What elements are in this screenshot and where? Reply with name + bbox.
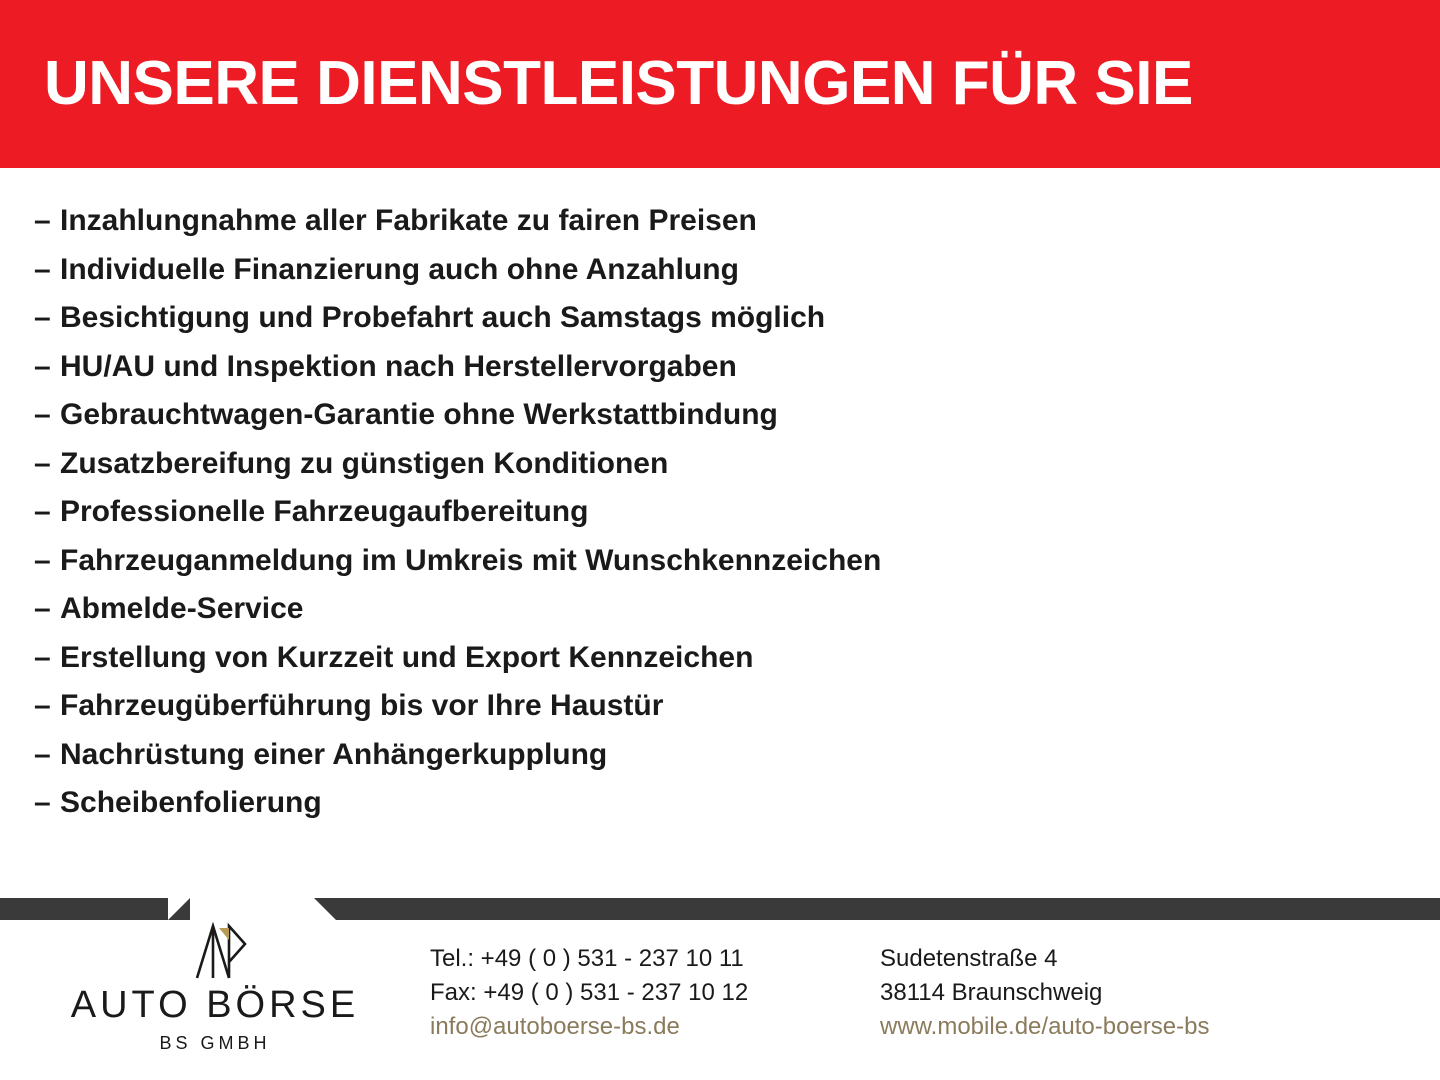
footer-content [0,920,1440,1080]
list-item [34,737,1440,771]
company-legal-form: BS GMBH [159,1033,271,1053]
service-label: Fahrzeugüberführung bis vor Ihre Haustür [60,689,664,722]
header-banner [0,0,1440,168]
bullet-dash: – [34,495,51,528]
company-logo [0,920,430,1052]
service-label: Erstellung von Kurzzeit und Export Kennzeichen [60,640,754,674]
divider-notch-right [314,898,336,920]
website-link[interactable]: www.mobile.de/auto-boerse-bs [880,1013,1210,1041]
service-label: Nachrüstung einer Anhängerkupplung [60,737,608,771]
service-label: Zusatzbereifung zu günstigen Konditionen [60,446,669,480]
divider-notch-gap [190,898,314,920]
service-label: Inzahlungnahme aller Fabrikate zu fairen Preisen [60,204,757,237]
phone-number: Tel.: +49 ( 0 ) 531 - 237 10 11 [430,945,744,972]
bullet-dash: – [34,592,51,625]
bullet-dash: – [34,349,51,383]
service-label: Abmelde-Service [60,592,304,625]
list-item [34,303,1440,333]
divider-notch-left [168,898,190,920]
list-item [34,691,1440,721]
bullet-dash: – [34,398,51,431]
bullet-dash: – [34,786,51,819]
email-address[interactable]: info@autoboerse-bs.de [430,1013,680,1041]
bullet-dash: – [34,204,51,237]
list-item [34,640,1440,674]
bullet-dash: – [34,689,51,722]
city-address: 38114 Braunschweig [880,979,1103,1007]
list-item [34,788,1440,818]
bullet-dash: – [34,301,51,334]
list-item [34,594,1440,624]
bullet-dash: – [34,737,51,771]
list-item [34,543,1440,577]
bullet-dash: – [34,640,51,674]
list-item [34,349,1440,383]
fax-number: Fax: +49 ( 0 ) 531 - 237 10 12 [430,979,749,1007]
service-label: Scheibenfolierung [60,786,322,819]
service-label: Fahrzeuganmeldung im Umkreis mit Wunschkennzeichen [60,543,882,577]
street-address: Sudetenstraße 4 [880,945,1058,972]
list-item [34,252,1440,286]
service-label: Besichtigung und Probefahrt auch Samstags möglich [60,301,826,334]
footer [0,898,1440,1080]
list-item [34,400,1440,430]
list-item [34,497,1440,527]
page-title: UNSERE DIENSTLEISTUNGEN FÜR SIE [44,49,1193,118]
address-details [880,920,1400,1044]
footer-divider-bar [0,898,1440,920]
company-name: AUTO BÖRSE [70,984,360,1026]
service-label: Individuelle Finanzierung auch ohne Anzahlung [60,252,739,286]
service-label: Professionelle Fahrzeugaufbereitung [60,495,589,528]
list-item [34,446,1440,480]
service-label: HU/AU und Inspektion nach Herstellervorgaben [60,349,737,383]
bullet-dash: – [34,446,51,480]
service-label: Gebrauchtwagen-Garantie ohne Werkstattbindung [60,398,778,431]
bullet-dash: – [34,252,51,286]
bullet-dash: – [34,543,51,577]
logo-monogram-icon [167,922,263,980]
list-item [34,206,1440,236]
contact-details [430,920,880,1044]
